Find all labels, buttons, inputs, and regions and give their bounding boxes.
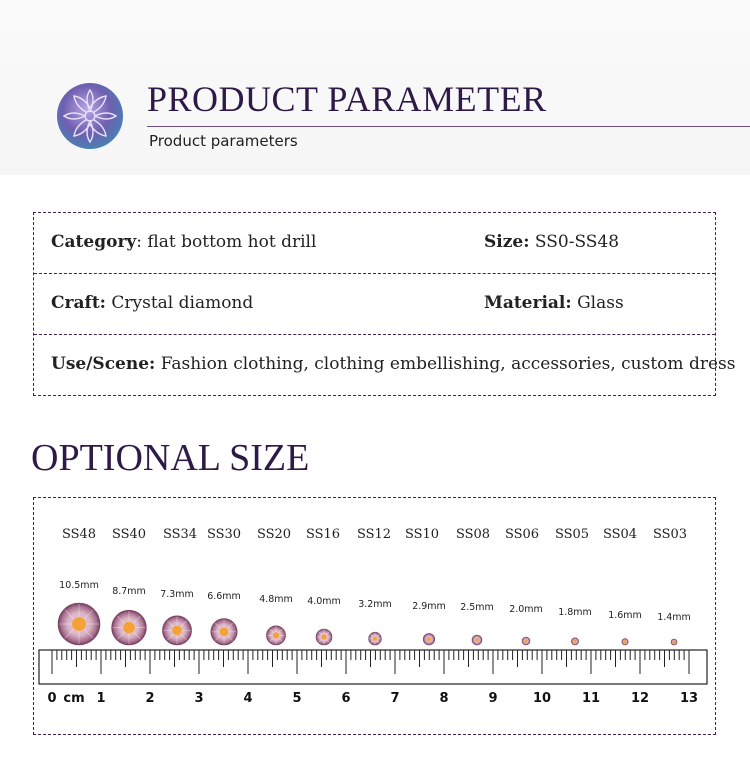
ruler-number-11: 11	[581, 691, 601, 706]
title-divider	[147, 126, 750, 127]
size-cell	[484, 232, 619, 252]
ruler-unit-label: cm	[63, 691, 85, 706]
size-mm-label-ss30: 6.6mm	[207, 591, 241, 602]
size-name-ss08: SS08	[455, 527, 491, 542]
size-value: SS0-SS48	[529, 232, 620, 252]
material-value: Glass	[571, 293, 624, 313]
category-label: Category	[51, 232, 137, 252]
rhinestone-core	[321, 634, 326, 639]
craft-cell	[51, 293, 253, 313]
rhinestone-ss08	[472, 635, 482, 645]
size-mm-label-ss03: 1.4mm	[657, 612, 691, 623]
page-title: PRODUCT PARAMETER	[147, 79, 547, 119]
parameter-row-use	[34, 335, 736, 395]
rhinestone-ss12	[369, 632, 382, 645]
size-mm-label-ss04: 1.6mm	[608, 610, 642, 621]
size-name-ss30: SS30	[206, 527, 242, 542]
rhinestone-ss16	[316, 629, 332, 645]
rhinestone-ss10	[423, 633, 435, 645]
craft-value: Crystal diamond	[105, 293, 254, 313]
size-name-ss05: SS05	[554, 527, 590, 542]
size-name-ss03: SS03	[652, 527, 688, 542]
size-name-ss12: SS12	[356, 527, 392, 542]
rhinestone-core	[220, 627, 229, 636]
size-chart	[33, 497, 716, 735]
ruler-number-13: 13	[679, 691, 699, 706]
size-mm-label-ss34: 7.3mm	[160, 589, 194, 600]
material-cell	[484, 293, 624, 313]
use-value: Fashion clothing, clothing embellishing, accessories, custom dress	[155, 354, 736, 374]
parameter-table	[33, 212, 736, 396]
rhinestone-core	[172, 626, 182, 636]
craft-label: Craft:	[51, 293, 106, 313]
use-label: Use/Scene:	[51, 354, 156, 374]
size-name-ss40: SS40	[111, 527, 147, 542]
rhinestone-ss06	[522, 637, 530, 645]
rhinestone-ss05	[571, 638, 578, 645]
size-mm-label-ss05: 1.8mm	[558, 607, 592, 618]
rhinestone-ss03	[671, 639, 677, 645]
size-name-ss34: SS34	[162, 527, 198, 542]
page-subtitle: Product parameters	[149, 132, 298, 150]
rhinestone-core	[427, 637, 431, 641]
ruler-number-0: 0	[47, 691, 57, 706]
ruler-number-8: 8	[439, 691, 449, 706]
parameter-row-category	[34, 213, 715, 274]
rhinestone-ss20	[266, 626, 285, 645]
size-mm-label-ss08: 2.5mm	[460, 602, 494, 613]
ruler-number-4: 4	[243, 691, 253, 706]
size-name-ss16: SS16	[305, 527, 341, 542]
category-value: : flat bottom hot drill	[136, 232, 317, 252]
ruler-number-9: 9	[488, 691, 498, 706]
rhinestone-core	[673, 641, 676, 644]
size-name-ss04: SS04	[602, 527, 638, 542]
size-name-ss10: SS10	[404, 527, 440, 542]
rhinestone-ss40	[112, 610, 147, 645]
size-name-ss06: SS06	[504, 527, 540, 542]
size-mm-label-ss06: 2.0mm	[509, 604, 543, 615]
size-mm-label-ss16: 4.0mm	[307, 596, 341, 607]
rhinestone-ss04	[622, 639, 628, 645]
rhinestone-ss48	[58, 603, 100, 645]
ruler-number-1: 1	[96, 691, 106, 706]
ruler-number-7: 7	[390, 691, 400, 706]
rhinestone-core	[574, 640, 577, 643]
rhinestone-ss34	[162, 616, 191, 645]
size-name-ss48: SS48	[61, 527, 97, 542]
rhinestone-core	[72, 617, 86, 631]
flower-logo-icon	[55, 81, 125, 151]
rhinestone-core	[373, 636, 377, 640]
ruler-number-2: 2	[145, 691, 155, 706]
rhinestone-layer	[58, 527, 691, 645]
ruler-number-6: 6	[341, 691, 351, 706]
ruler	[39, 650, 707, 706]
rhinestone-ss30	[211, 619, 237, 645]
ruler-number-10: 10	[532, 691, 552, 706]
category-cell	[51, 232, 316, 252]
size-chart-graphic	[34, 498, 715, 734]
rhinestone-core	[123, 622, 134, 633]
rhinestone-core	[525, 640, 528, 643]
rhinestone-core	[475, 638, 478, 641]
ruler-number-5: 5	[292, 691, 302, 706]
ruler-number-12: 12	[630, 691, 650, 706]
size-mm-label-ss20: 4.8mm	[259, 594, 293, 605]
size-mm-label-ss48: 10.5mm	[59, 580, 99, 591]
ruler-body	[39, 650, 707, 684]
size-name-ss20: SS20	[256, 527, 292, 542]
size-mm-label-ss10: 2.9mm	[412, 601, 446, 612]
use-cell	[51, 354, 735, 374]
rhinestone-core	[273, 632, 279, 638]
size-mm-label-ss40: 8.7mm	[112, 586, 146, 597]
size-mm-label-ss12: 3.2mm	[358, 599, 392, 610]
optional-size-title: OPTIONAL SIZE	[31, 437, 310, 479]
ruler-number-3: 3	[194, 691, 204, 706]
rhinestone-core	[624, 640, 627, 643]
size-label: Size:	[484, 232, 530, 252]
material-label: Material:	[484, 293, 572, 313]
parameter-row-craft	[34, 274, 715, 335]
